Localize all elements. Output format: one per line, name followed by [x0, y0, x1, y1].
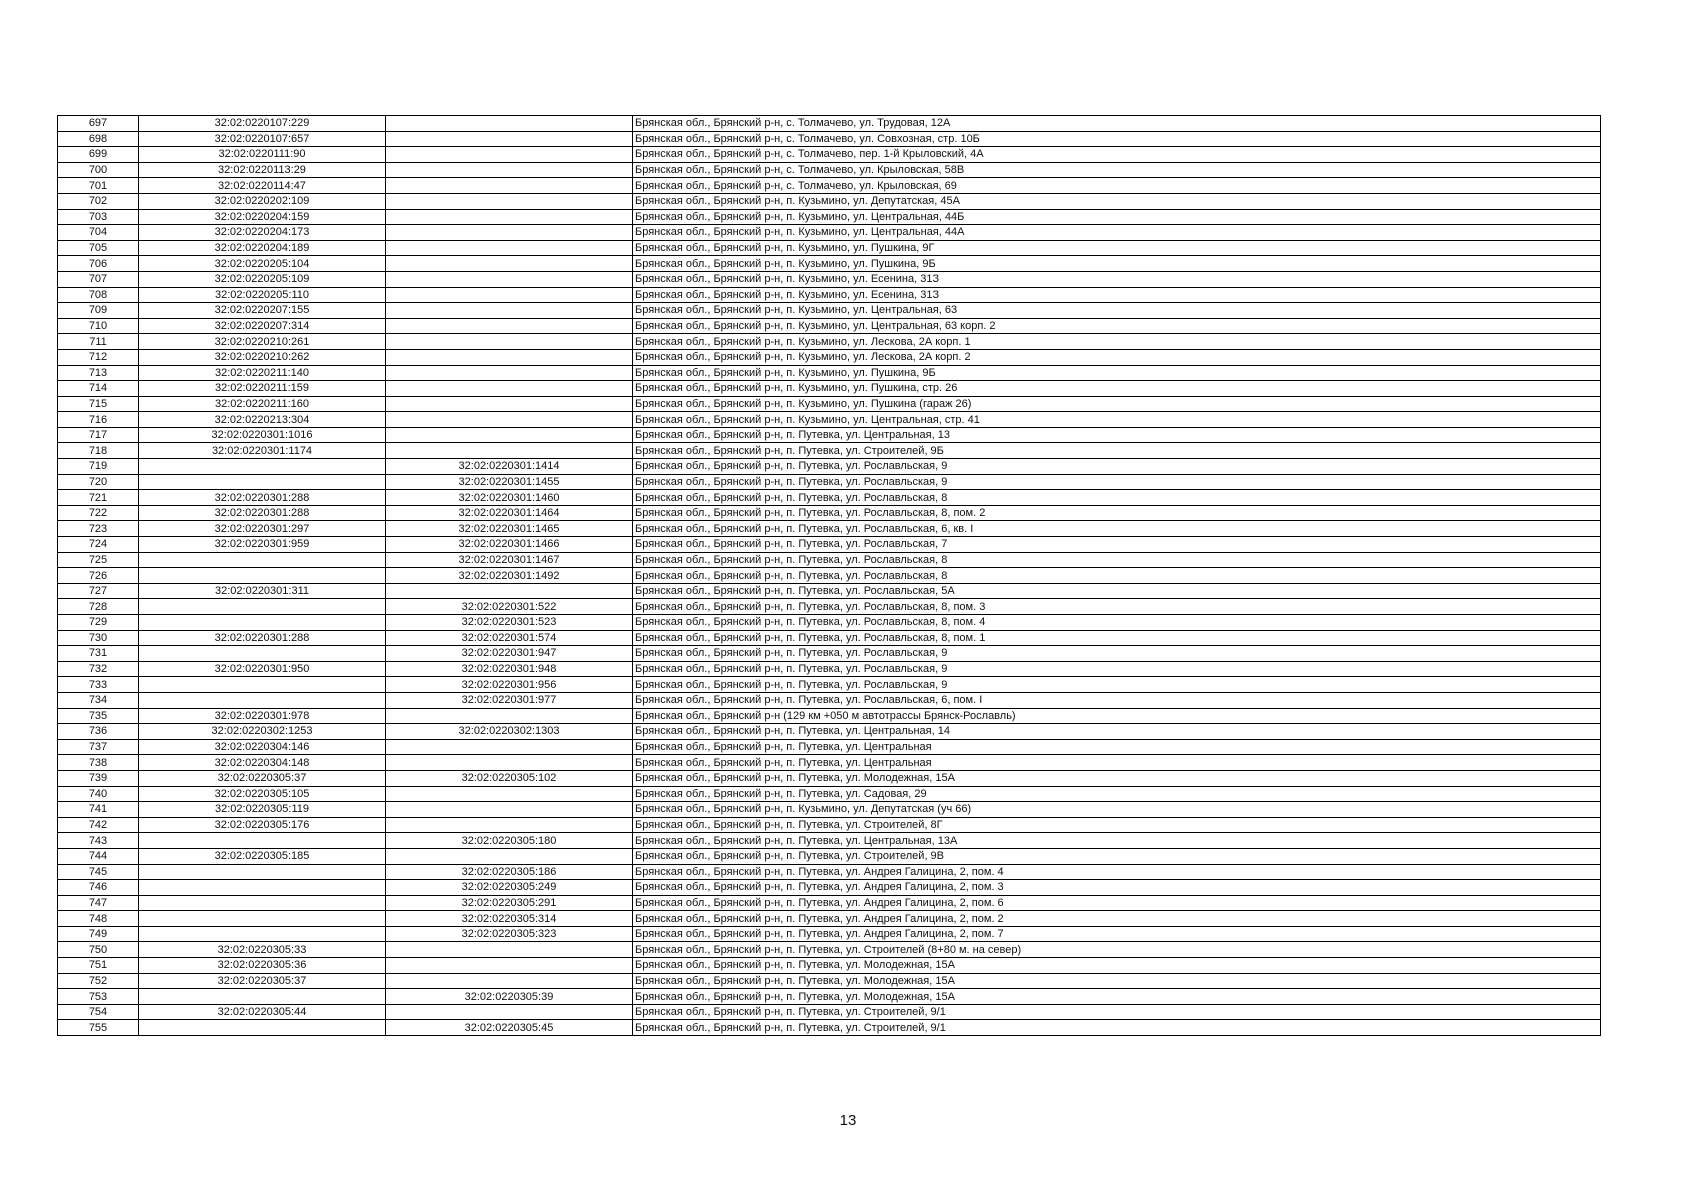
linked-cadastral-number-cell: [386, 365, 633, 381]
address-cell: Брянская обл., Брянский р-н, п. Путевка, ул. Андрея Галицина, 2, пом. 7: [633, 926, 1601, 942]
address-cell: Брянская обл., Брянский р-н, п. Кузьмино, ул. Есенина, 31З: [633, 287, 1601, 303]
cadastral-number-cell: 32:02:0220205:109: [139, 271, 386, 287]
row-number-cell: 747: [58, 895, 139, 911]
table-row: [58, 443, 1601, 459]
table-row: [58, 505, 1601, 521]
row-number-cell: 704: [58, 225, 139, 241]
table-row: [58, 459, 1601, 475]
address-cell: Брянская обл., Брянский р-н, п. Кузьмино, ул. Центральная, 63 корп. 2: [633, 318, 1601, 334]
cadastral-number-cell: 32:02:0220204:189: [139, 240, 386, 256]
cadastral-number-cell: 32:02:0220202:109: [139, 193, 386, 209]
row-number-cell: 749: [58, 926, 139, 942]
address-cell: Брянская обл., Брянский р-н, п. Кузьмино, ул. Центральная, 63: [633, 303, 1601, 319]
linked-cadastral-number-cell: 32:02:0220301:574: [386, 630, 633, 646]
cadastral-number-cell: 32:02:0220301:288: [139, 630, 386, 646]
address-cell: Брянская обл., Брянский р-н, п. Путевка, ул. Садовая, 29: [633, 786, 1601, 802]
linked-cadastral-number-cell: 32:02:0220301:1465: [386, 521, 633, 537]
table-row: [58, 786, 1601, 802]
linked-cadastral-number-cell: [386, 427, 633, 443]
table-row: [58, 677, 1601, 693]
row-number-cell: 718: [58, 443, 139, 459]
address-cell: Брянская обл., Брянский р-н, п. Путевка, ул. Строителей (8+80 м. на север): [633, 942, 1601, 958]
address-cell: Брянская обл., Брянский р-н, п. Кузьмино, ул. Центральная, стр. 41: [633, 412, 1601, 428]
cadastral-number-cell: 32:02:0220211:160: [139, 396, 386, 412]
cadastral-number-cell: 32:02:0220301:311: [139, 583, 386, 599]
cadastral-number-cell: 32:02:0220301:950: [139, 661, 386, 677]
row-number-cell: 700: [58, 162, 139, 178]
table-row: [58, 474, 1601, 490]
cadastral-number-cell: 32:02:0220305:37: [139, 973, 386, 989]
cadastral-number-cell: 32:02:0220211:159: [139, 381, 386, 397]
cadastral-number-cell: [139, 880, 386, 896]
address-cell: Брянская обл., Брянский р-н, с. Толмачево, ул. Трудовая, 12А: [633, 116, 1601, 132]
address-cell: Брянская обл., Брянский р-н, п. Кузьмино, ул. Центральная, 44А: [633, 225, 1601, 241]
table-row: [58, 942, 1601, 958]
linked-cadastral-number-cell: 32:02:0220301:1464: [386, 505, 633, 521]
cadastral-number-cell: 32:02:0220107:229: [139, 116, 386, 132]
table-row: [58, 739, 1601, 755]
table-row: [58, 911, 1601, 927]
linked-cadastral-number-cell: 32:02:0220301:523: [386, 615, 633, 631]
address-cell: Брянская обл., Брянский р-н, п. Кузьмино, ул. Депутатская, 45А: [633, 193, 1601, 209]
cadastral-number-cell: [139, 926, 386, 942]
linked-cadastral-number-cell: 32:02:0220301:1455: [386, 474, 633, 490]
address-cell: Брянская обл., Брянский р-н, п. Путевка, ул. Рославльская, 9: [633, 474, 1601, 490]
address-cell: Брянская обл., Брянский р-н, п. Путевка, ул. Молодежная, 15А: [633, 958, 1601, 974]
linked-cadastral-number-cell: 32:02:0220305:45: [386, 1020, 633, 1036]
cadastral-number-cell: 32:02:0220107:657: [139, 131, 386, 147]
row-number-cell: 730: [58, 630, 139, 646]
linked-cadastral-number-cell: [386, 256, 633, 272]
row-number-cell: 726: [58, 568, 139, 584]
table-row: [58, 521, 1601, 537]
table-row: [58, 755, 1601, 771]
linked-cadastral-number-cell: 32:02:0220305:39: [386, 989, 633, 1005]
cadastral-number-cell: 32:02:0220207:155: [139, 303, 386, 319]
table-row: [58, 1004, 1601, 1020]
address-cell: Брянская обл., Брянский р-н, п. Путевка, ул. Центральная: [633, 755, 1601, 771]
row-number-cell: 720: [58, 474, 139, 490]
cadastral-number-cell: [139, 568, 386, 584]
row-number-cell: 744: [58, 848, 139, 864]
row-number-cell: 738: [58, 755, 139, 771]
address-cell: Брянская обл., Брянский р-н, п. Путевка, ул. Рославльская, 8: [633, 552, 1601, 568]
address-cell: Брянская обл., Брянский р-н, п. Путевка, ул. Рославльская, 9: [633, 459, 1601, 475]
linked-cadastral-number-cell: [386, 381, 633, 397]
cadastral-number-cell: [139, 646, 386, 662]
table-row: [58, 178, 1601, 194]
linked-cadastral-number-cell: 32:02:0220301:956: [386, 677, 633, 693]
row-number-cell: 712: [58, 349, 139, 365]
address-cell: Брянская обл., Брянский р-н, п. Путевка, ул. Рославльская, 6, кв. I: [633, 521, 1601, 537]
address-cell: Брянская обл., Брянский р-н, п. Кузьмино, ул. Есенина, 31З: [633, 271, 1601, 287]
table-row: [58, 271, 1601, 287]
row-number-cell: 715: [58, 396, 139, 412]
table-row: [58, 334, 1601, 350]
linked-cadastral-number-cell: 32:02:0220301:522: [386, 599, 633, 615]
linked-cadastral-number-cell: 32:02:0220305:186: [386, 864, 633, 880]
cadastral-number-cell: 32:02:0220301:959: [139, 537, 386, 553]
address-cell: Брянская обл., Брянский р-н, п. Путевка, ул. Рославльская, 5А: [633, 583, 1601, 599]
cadastral-number-cell: 32:02:0220301:288: [139, 490, 386, 506]
table-row: [58, 833, 1601, 849]
linked-cadastral-number-cell: 32:02:0220305:102: [386, 770, 633, 786]
address-cell: Брянская обл., Брянский р-н, п. Кузьмино, ул. Депутатская (уч 66): [633, 802, 1601, 818]
row-number-cell: 742: [58, 817, 139, 833]
address-cell: Брянская обл., Брянский р-н, с. Толмачево, пер. 1-й Крыловский, 4А: [633, 147, 1601, 163]
table-row: [58, 708, 1601, 724]
row-number-cell: 705: [58, 240, 139, 256]
row-number-cell: 725: [58, 552, 139, 568]
table-row: [58, 630, 1601, 646]
address-cell: Брянская обл., Брянский р-н, п. Путевка, ул. Рославльская, 8: [633, 568, 1601, 584]
linked-cadastral-number-cell: 32:02:0220301:1414: [386, 459, 633, 475]
table-row: [58, 989, 1601, 1005]
linked-cadastral-number-cell: 32:02:0220305:323: [386, 926, 633, 942]
row-number-cell: 734: [58, 692, 139, 708]
cadastral-number-cell: 32:02:0220213:304: [139, 412, 386, 428]
table-row: [58, 895, 1601, 911]
table-row: [58, 427, 1601, 443]
table-row: [58, 848, 1601, 864]
row-number-cell: 701: [58, 178, 139, 194]
address-cell: Брянская обл., Брянский р-н, п. Путевка, ул. Рославльская, 8, пом. 1: [633, 630, 1601, 646]
page-number: 13: [839, 1112, 857, 1129]
linked-cadastral-number-cell: 32:02:0220301:1466: [386, 537, 633, 553]
linked-cadastral-number-cell: [386, 958, 633, 974]
linked-cadastral-number-cell: [386, 349, 633, 365]
address-cell: Брянская обл., Брянский р-н, п. Путевка, ул. Строителей, 9В: [633, 848, 1601, 864]
table-row: [58, 583, 1601, 599]
row-number-cell: 739: [58, 770, 139, 786]
address-cell: Брянская обл., Брянский р-н, п. Путевка, ул. Центральная: [633, 739, 1601, 755]
cadastral-number-cell: 32:02:0220113:29: [139, 162, 386, 178]
linked-cadastral-number-cell: 32:02:0220305:249: [386, 880, 633, 896]
table-row: [58, 349, 1601, 365]
linked-cadastral-number-cell: [386, 193, 633, 209]
cadastral-number-cell: 32:02:0220302:1253: [139, 724, 386, 740]
cadastral-number-cell: [139, 895, 386, 911]
address-cell: Брянская обл., Брянский р-н, п. Путевка, ул. Рославльская, 9: [633, 661, 1601, 677]
address-cell: Брянская обл., Брянский р-н, п. Кузьмино, ул. Лескова, 2А корп. 2: [633, 349, 1601, 365]
cadastral-number-cell: [139, 989, 386, 1005]
table-row: [58, 802, 1601, 818]
cadastral-number-cell: 32:02:0220301:297: [139, 521, 386, 537]
table-row: [58, 615, 1601, 631]
row-number-cell: 711: [58, 334, 139, 350]
linked-cadastral-number-cell: [386, 303, 633, 319]
table-row: [58, 973, 1601, 989]
table-row: [58, 131, 1601, 147]
table-row: [58, 880, 1601, 896]
row-number-cell: 743: [58, 833, 139, 849]
linked-cadastral-number-cell: [386, 786, 633, 802]
row-number-cell: 710: [58, 318, 139, 334]
address-cell: Брянская обл., Брянский р-н, п. Путевка, ул. Строителей, 8Г: [633, 817, 1601, 833]
linked-cadastral-number-cell: [386, 131, 633, 147]
address-cell: Брянская обл., Брянский р-н, п. Кузьмино, ул. Пушкина, 9Г: [633, 240, 1601, 256]
cadastral-number-cell: [139, 833, 386, 849]
row-number-cell: 716: [58, 412, 139, 428]
address-cell: Брянская обл., Брянский р-н, п. Путевка, ул. Рославльская, 9: [633, 646, 1601, 662]
cadastral-number-cell: [139, 599, 386, 615]
table-row: [58, 817, 1601, 833]
cadastral-number-cell: 32:02:0220205:104: [139, 256, 386, 272]
table-row: [58, 568, 1601, 584]
linked-cadastral-number-cell: [386, 708, 633, 724]
table-row: [58, 958, 1601, 974]
row-number-cell: 731: [58, 646, 139, 662]
address-cell: Брянская обл., Брянский р-н, п. Путевка, ул. Молодежная, 15А: [633, 973, 1601, 989]
address-cell: Брянская обл., Брянский р-н, п. Путевка, ул. Центральная, 13: [633, 427, 1601, 443]
linked-cadastral-number-cell: [386, 802, 633, 818]
row-number-cell: 728: [58, 599, 139, 615]
linked-cadastral-number-cell: [386, 739, 633, 755]
row-number-cell: 723: [58, 521, 139, 537]
address-cell: Брянская обл., Брянский р-н, п. Путевка, ул. Рославльская, 8: [633, 490, 1601, 506]
cadastral-number-cell: [139, 552, 386, 568]
address-cell: Брянская обл., Брянский р-н, с. Толмачево, ул. Крыловская, 69: [633, 178, 1601, 194]
linked-cadastral-number-cell: 32:02:0220302:1303: [386, 724, 633, 740]
linked-cadastral-number-cell: [386, 942, 633, 958]
table-row: [58, 162, 1601, 178]
cadastral-number-cell: 32:02:0220305:176: [139, 817, 386, 833]
cadastral-number-cell: 32:02:0220210:262: [139, 349, 386, 365]
table-row: [58, 287, 1601, 303]
linked-cadastral-number-cell: [386, 271, 633, 287]
row-number-cell: 737: [58, 739, 139, 755]
cadastral-number-cell: 32:02:0220304:148: [139, 755, 386, 771]
table-row: [58, 926, 1601, 942]
linked-cadastral-number-cell: 32:02:0220305:314: [386, 911, 633, 927]
cadastral-number-cell: 32:02:0220210:261: [139, 334, 386, 350]
cadastral-number-cell: 32:02:0220301:978: [139, 708, 386, 724]
table-row: [58, 381, 1601, 397]
row-number-cell: 719: [58, 459, 139, 475]
table-row: [58, 692, 1601, 708]
table-row: [58, 412, 1601, 428]
linked-cadastral-number-cell: [386, 443, 633, 459]
cadastral-number-cell: [139, 474, 386, 490]
address-cell: Брянская обл., Брянский р-н, п. Путевка, ул. Рославльская, 9: [633, 677, 1601, 693]
row-number-cell: 745: [58, 864, 139, 880]
row-number-cell: 724: [58, 537, 139, 553]
address-cell: Брянская обл., Брянский р-н, п. Кузьмино, ул. Лескова, 2А корп. 1: [633, 334, 1601, 350]
cadastral-number-cell: 32:02:0220301:288: [139, 505, 386, 521]
linked-cadastral-number-cell: [386, 225, 633, 241]
cadastral-number-cell: 32:02:0220114:47: [139, 178, 386, 194]
linked-cadastral-number-cell: 32:02:0220301:1467: [386, 552, 633, 568]
address-cell: Брянская обл., Брянский р-н, п. Путевка, ул. Рославльская, 7: [633, 537, 1601, 553]
address-cell: Брянская обл., Брянский р-н, с. Толмачево, ул. Совхозная, стр. 10Б: [633, 131, 1601, 147]
address-cell: Брянская обл., Брянский р-н, п. Путевка, ул. Рославльская, 6, пом. I: [633, 692, 1601, 708]
address-cell: Брянская обл., Брянский р-н, п. Кузьмино, ул. Центральная, 44Б: [633, 209, 1601, 225]
address-cell: Брянская обл., Брянский р-н, п. Путевка, ул. Рославльская, 8, пом. 4: [633, 615, 1601, 631]
row-number-cell: 750: [58, 942, 139, 958]
cadastral-number-cell: [139, 1020, 386, 1036]
address-cell: Брянская обл., Брянский р-н, п. Путевка, ул. Центральная, 14: [633, 724, 1601, 740]
address-cell: Брянская обл., Брянский р-н, п. Путевка, ул. Рославльская, 8, пом. 3: [633, 599, 1601, 615]
table-row: [58, 116, 1601, 132]
table-row: [58, 193, 1601, 209]
row-number-cell: 748: [58, 911, 139, 927]
table-row: [58, 256, 1601, 272]
linked-cadastral-number-cell: 32:02:0220301:977: [386, 692, 633, 708]
registry-table-body: [58, 116, 1601, 1036]
linked-cadastral-number-cell: [386, 755, 633, 771]
address-cell: Брянская обл., Брянский р-н, п. Кузьмино, ул. Пушкина (гараж 26): [633, 396, 1601, 412]
cadastral-number-cell: 32:02:0220207:314: [139, 318, 386, 334]
address-cell: Брянская обл., Брянский р-н, п. Путевка, ул. Центральная, 13А: [633, 833, 1601, 849]
row-number-cell: 713: [58, 365, 139, 381]
address-cell: Брянская обл., Брянский р-н, п. Путевка, ул. Рославльская, 8, пом. 2: [633, 505, 1601, 521]
address-cell: Брянская обл., Брянский р-н, п. Кузьмино, ул. Пушкина, стр. 26: [633, 381, 1601, 397]
table-row: [58, 396, 1601, 412]
cadastral-number-cell: [139, 864, 386, 880]
cadastral-number-cell: 32:02:0220301:1174: [139, 443, 386, 459]
table-row: [58, 490, 1601, 506]
linked-cadastral-number-cell: [386, 178, 633, 194]
linked-cadastral-number-cell: 32:02:0220301:1492: [386, 568, 633, 584]
row-number-cell: 708: [58, 287, 139, 303]
row-number-cell: 746: [58, 880, 139, 896]
cadastral-number-cell: [139, 615, 386, 631]
linked-cadastral-number-cell: [386, 583, 633, 599]
cadastral-number-cell: 32:02:0220304:146: [139, 739, 386, 755]
linked-cadastral-number-cell: 32:02:0220301:947: [386, 646, 633, 662]
linked-cadastral-number-cell: 32:02:0220301:1460: [386, 490, 633, 506]
linked-cadastral-number-cell: [386, 334, 633, 350]
cadastral-number-cell: 32:02:0220305:36: [139, 958, 386, 974]
cadastral-number-cell: 32:02:0220305:105: [139, 786, 386, 802]
row-number-cell: 727: [58, 583, 139, 599]
cadastral-number-cell: [139, 459, 386, 475]
address-cell: Брянская обл., Брянский р-н, п. Путевка, ул. Андрея Галицина, 2, пом. 2: [633, 911, 1601, 927]
table-row: [58, 303, 1601, 319]
linked-cadastral-number-cell: [386, 209, 633, 225]
linked-cadastral-number-cell: [386, 287, 633, 303]
address-cell: Брянская обл., Брянский р-н, п. Путевка, ул. Молодежная, 15А: [633, 770, 1601, 786]
linked-cadastral-number-cell: [386, 147, 633, 163]
address-cell: Брянская обл., Брянский р-н, п. Путевка, ул. Строителей, 9Б: [633, 443, 1601, 459]
row-number-cell: 741: [58, 802, 139, 818]
cadastral-number-cell: [139, 692, 386, 708]
address-cell: Брянская обл., Брянский р-н, п. Кузьмино, ул. Пушкина, 9Б: [633, 365, 1601, 381]
row-number-cell: 754: [58, 1004, 139, 1020]
row-number-cell: 714: [58, 381, 139, 397]
linked-cadastral-number-cell: [386, 412, 633, 428]
cadastral-number-cell: 32:02:0220211:140: [139, 365, 386, 381]
address-cell: Брянская обл., Брянский р-н, п. Путевка, ул. Андрея Галицина, 2, пом. 4: [633, 864, 1601, 880]
table-row: [58, 225, 1601, 241]
row-number-cell: 751: [58, 958, 139, 974]
table-row: [58, 661, 1601, 677]
address-cell: Брянская обл., Брянский р-н, с. Толмачево, ул. Крыловская, 58В: [633, 162, 1601, 178]
address-cell: Брянская обл., Брянский р-н, п. Путевка, ул. Молодежная, 15А: [633, 989, 1601, 1005]
cadastral-number-cell: 32:02:0220205:110: [139, 287, 386, 303]
linked-cadastral-number-cell: [386, 240, 633, 256]
linked-cadastral-number-cell: [386, 162, 633, 178]
linked-cadastral-number-cell: [386, 318, 633, 334]
linked-cadastral-number-cell: [386, 396, 633, 412]
linked-cadastral-number-cell: 32:02:0220305:180: [386, 833, 633, 849]
table-row: [58, 147, 1601, 163]
address-cell: Брянская обл., Брянский р-н, п. Путевка, ул. Строителей, 9/1: [633, 1004, 1601, 1020]
row-number-cell: 722: [58, 505, 139, 521]
row-number-cell: 735: [58, 708, 139, 724]
row-number-cell: 755: [58, 1020, 139, 1036]
linked-cadastral-number-cell: [386, 1004, 633, 1020]
row-number-cell: 753: [58, 989, 139, 1005]
address-cell: Брянская обл., Брянский р-н, п. Кузьмино, ул. Пушкина, 9Б: [633, 256, 1601, 272]
cadastral-number-cell: 32:02:0220301:1016: [139, 427, 386, 443]
row-number-cell: 706: [58, 256, 139, 272]
table-row: [58, 209, 1601, 225]
table-row: [58, 318, 1601, 334]
linked-cadastral-number-cell: 32:02:0220305:291: [386, 895, 633, 911]
cadastral-number-cell: 32:02:0220204:173: [139, 225, 386, 241]
cadastral-number-cell: 32:02:0220305:33: [139, 942, 386, 958]
linked-cadastral-number-cell: [386, 116, 633, 132]
row-number-cell: 697: [58, 116, 139, 132]
linked-cadastral-number-cell: [386, 848, 633, 864]
cadastral-number-cell: 32:02:0220305:119: [139, 802, 386, 818]
table-row: [58, 552, 1601, 568]
table-row: [58, 770, 1601, 786]
row-number-cell: 699: [58, 147, 139, 163]
row-number-cell: 709: [58, 303, 139, 319]
cadastral-number-cell: 32:02:0220204:159: [139, 209, 386, 225]
row-number-cell: 732: [58, 661, 139, 677]
table-row: [58, 724, 1601, 740]
table-row: [58, 537, 1601, 553]
row-number-cell: 736: [58, 724, 139, 740]
table-row: [58, 864, 1601, 880]
row-number-cell: 702: [58, 193, 139, 209]
row-number-cell: 729: [58, 615, 139, 631]
linked-cadastral-number-cell: [386, 817, 633, 833]
row-number-cell: 703: [58, 209, 139, 225]
table-row: [58, 240, 1601, 256]
row-number-cell: 707: [58, 271, 139, 287]
row-number-cell: 721: [58, 490, 139, 506]
cadastral-number-cell: 32:02:0220305:44: [139, 1004, 386, 1020]
property-registry-table: [57, 115, 1601, 1036]
table-row: [58, 1020, 1601, 1036]
cadastral-number-cell: [139, 911, 386, 927]
linked-cadastral-number-cell: 32:02:0220301:948: [386, 661, 633, 677]
address-cell: Брянская обл., Брянский р-н, п. Путевка, ул. Строителей, 9/1: [633, 1020, 1601, 1036]
address-cell: Брянская обл., Брянский р-н, п. Путевка, ул. Андрея Галицина, 2, пом. 6: [633, 895, 1601, 911]
row-number-cell: 717: [58, 427, 139, 443]
row-number-cell: 733: [58, 677, 139, 693]
address-cell: Брянская обл., Брянский р-н, п. Путевка, ул. Андрея Галицина, 2, пом. 3: [633, 880, 1601, 896]
row-number-cell: 698: [58, 131, 139, 147]
row-number-cell: 752: [58, 973, 139, 989]
linked-cadastral-number-cell: [386, 973, 633, 989]
table-row: [58, 599, 1601, 615]
cadastral-number-cell: 32:02:0220111:90: [139, 147, 386, 163]
cadastral-number-cell: 32:02:0220305:37: [139, 770, 386, 786]
table-row: [58, 365, 1601, 381]
cadastral-number-cell: 32:02:0220305:185: [139, 848, 386, 864]
address-cell: Брянская обл., Брянский р-н (129 км +050 м автотрассы Брянск-Рославль): [633, 708, 1601, 724]
cadastral-number-cell: [139, 677, 386, 693]
table-row: [58, 646, 1601, 662]
row-number-cell: 740: [58, 786, 139, 802]
